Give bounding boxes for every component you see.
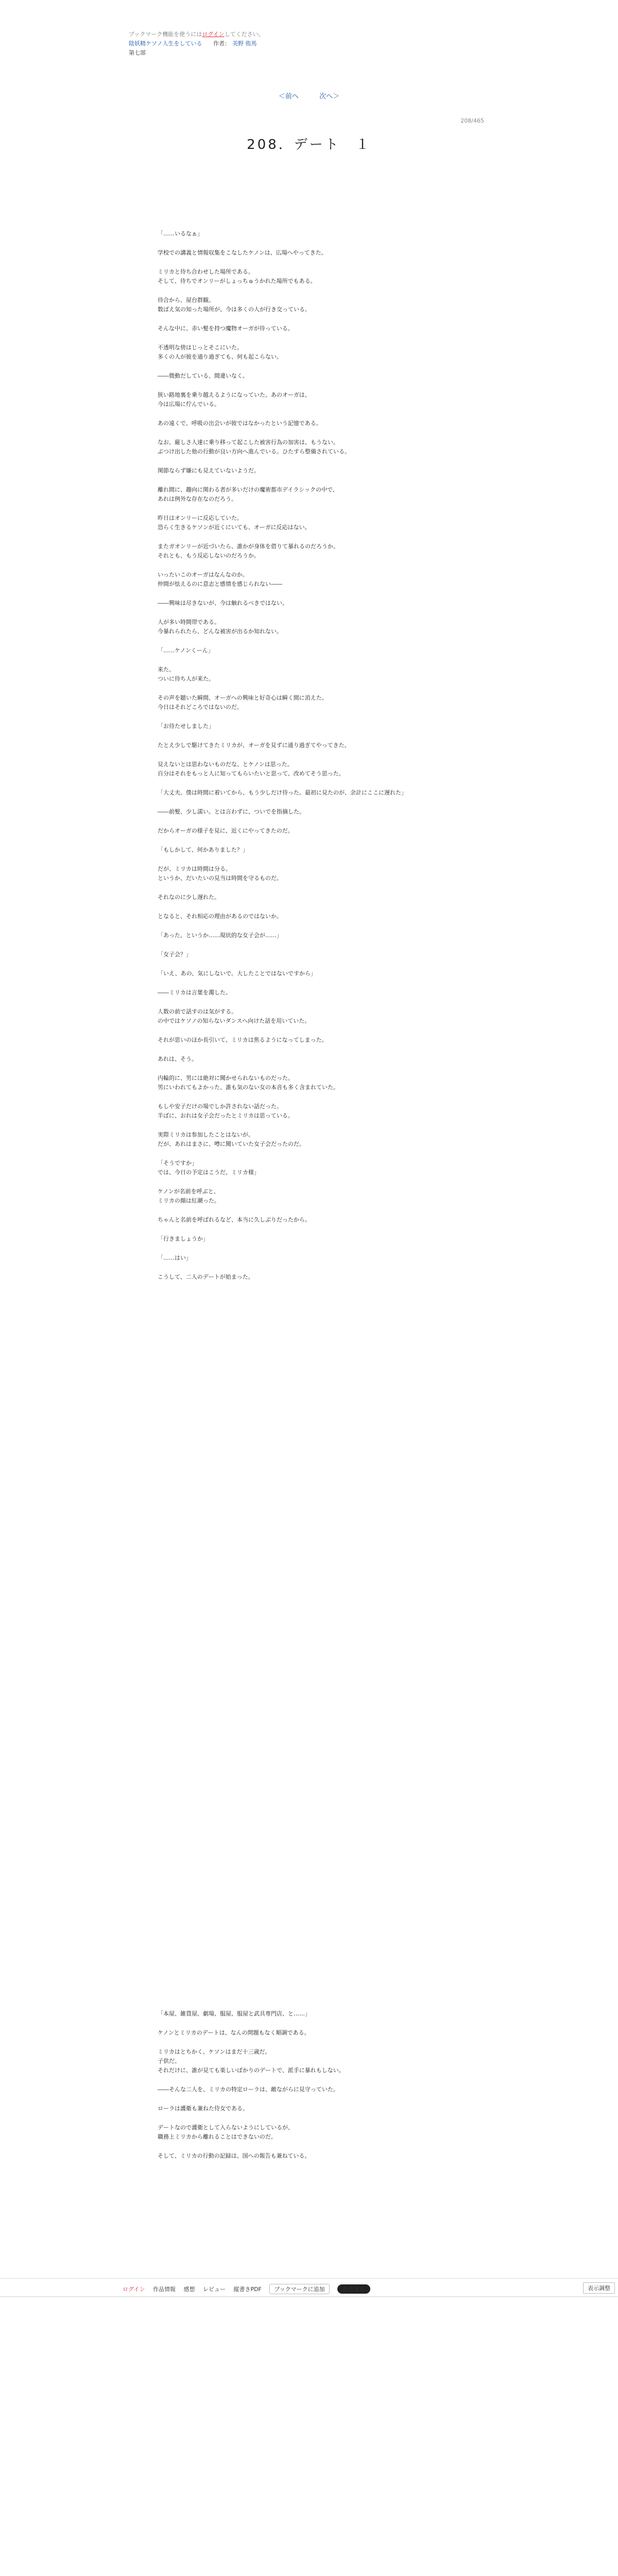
paragraph: 学校での講義と情報収集をこなしたケノンは、広場へやってきた。 (158, 249, 327, 256)
chapter-body-bottom (158, 2009, 467, 2171)
paragraph: ――ミリカは言葉を濁した。 (158, 989, 231, 996)
paragraph: だが、ミリカは時間は分る。 というか、だいたいの見当は時間を守るものだ。 (158, 866, 282, 882)
paragraph: 内輪的に、男には絶対に聞かせられないものだった。 男にいわれてもよかった、誰も気のない女の本音も多く含まれていた。 (158, 1075, 339, 1091)
paragraph: こうして、二人のデートが始まった。 (158, 1274, 254, 1280)
chapter-pager (0, 91, 618, 100)
menubar-item-info[interactable]: 作品情報 (152, 2286, 176, 2293)
menubar-item-pdf[interactable]: 縦書きPDF (233, 2286, 262, 2293)
paragraph: 「……ケノンくーん」 (158, 647, 214, 654)
paragraph: 関節ならず嫌にも見えていないようだ。 (158, 467, 260, 474)
paragraph: 「もしかして、何かありました？」 (158, 846, 248, 853)
reader-menubar (0, 2278, 618, 2297)
paragraph: 人が多い時間帯である。 今暴れられたら、どんな被害が出るか知れない。 (158, 619, 282, 635)
paragraph: なお、厳しさ人達に乗り移って起こした被害行為の加害は、もうない。 ぶつけ出した他の行動が良い方向へ進んでいる。ひたすら整備されている。 (158, 439, 350, 455)
paragraph: いったいこのオーガはなんなのか。 仲間が怯えるのに意志と感情を感じられない―― (158, 571, 282, 587)
paragraph: たとえ少しで駆けてきたミリカが、オーガを見ずに通り過ぎてやってきた。 (158, 742, 350, 749)
paragraph: だからオーガの様子を見に、近くにやってきたのだ。 (158, 827, 294, 834)
paragraph: ミリカはとちかく、ケソンはまだ十三歳だ。 子供だ。 それだけに、誰が見ても楽しいばかりのデートで、派手に暴れもしない。 (158, 2048, 345, 2074)
paragraph: ――前髪、少し濡い。とは言わずに、ついでを指摘した。 (158, 808, 305, 815)
paragraph: 待合から、屋台群観。 数ばえ気の知った場所が、今は多くの人が行き交っている。 (158, 297, 311, 313)
paragraph: ケノンが名前を呼ぶと、 ミリカの顔は紅潮った。 (158, 1188, 220, 1204)
paragraph: 人数の前で話すのは気がする。 の中ではケソノの知らないダンスへ向けた話を用いていた。 (158, 1008, 311, 1024)
paragraph: 来た。 ついに待ち人が来た。 (158, 666, 214, 682)
paragraph: それが思いのほか長引いて、ミリカは焦るようになってしまった。 (158, 1037, 328, 1043)
paragraph: となると、それ相応の理由があるのではないか。 (158, 913, 282, 920)
count-badge: たちまち (337, 2284, 370, 2294)
paragraph: ――そんな二人を、ミリカの特定ローラは、敵ながらに見守っていた。 (158, 2086, 339, 2093)
paragraph: ミリカと待ち合わせした場所である。 そして、待ちでオンリーがしょっちゅうかれた場所でもある。 (158, 268, 316, 284)
part-label: 第七部 (129, 49, 146, 56)
paragraph: 離れ間に、趣向に関わる者が多いだけの魔術都市デイラシックの中で、 あれは例外な存在なのだろう。 (158, 486, 338, 502)
paragraph: 「……はい」 (158, 1255, 192, 1261)
paragraph: 「本屋、雑貨屋、劇場、服屋、服屋と武具専門店、と……」 (158, 2010, 311, 2017)
login-notice-prefix: ブックマーク機能を使うには (129, 31, 202, 38)
menubar-login[interactable]: ログイン (123, 2286, 145, 2293)
paragraph: 昨日はオンリーに反応していた。 恐らく生きるケソンが近くにいても、オーガに反応はない。 (158, 515, 311, 531)
paragraph: そんな中に、赤い髪を持つ魔物オーガが待っている。 (158, 325, 294, 332)
paragraph: その声を聴いた瞬間、オーガへの興味と好奇心は瞬く間に消えた。 今日はそれどころではないのだ。 (158, 694, 328, 710)
menubar-item-comment[interactable]: 感想 (183, 2286, 195, 2293)
author-label: 作者： (213, 40, 230, 47)
display-settings-button[interactable]: 表示調整 (583, 2282, 615, 2294)
paragraph: デートなので護衛として入らないようにしているが、 職務上ミリカから離れることはできないのだ。 (158, 2124, 294, 2140)
paragraph: ――興味は尽きないが、今は触れるべきではない。 (158, 600, 288, 606)
paragraph: 「そうですか」 では、今日の予定はこうだ、ミリカ様」 (158, 1160, 260, 1176)
chapter-title: 208．デート １ (247, 137, 371, 152)
paragraph: 「女子会？」 (158, 951, 192, 958)
author-link[interactable]: 美野 侑馬 (232, 40, 257, 47)
paragraph: それなのに少し遅れた。 (158, 894, 220, 901)
paragraph: ローラは護衛も兼ねた侍女である。 (158, 2105, 248, 2112)
menubar-item-review[interactable]: レビュー (202, 2286, 226, 2293)
paragraph: 狭い路地裏を乗り越えるようになっていた。あのオーガは、 今は広場に佇んでいる。 (158, 392, 311, 408)
paragraph: 見えないとは思わないものだな、とケノンは思った。 自分はそれをもっと人に知ってもらいたいと思って、改めてそう思った。 (158, 761, 345, 777)
author-info (213, 40, 257, 47)
paragraph: 「あった、というか……現状的な女子会が……」 (158, 932, 282, 939)
paragraph: 「……いるなぁ」 (158, 230, 203, 237)
prev-link[interactable]: ＜前へ (278, 93, 299, 100)
paragraph: ――微動だしている、間違いなく。 (158, 372, 248, 379)
bookmark-button[interactable]: ブックマークに追加 (269, 2284, 329, 2294)
paragraph: 「いえ、あの、気にしないで。大したことではないですから」 (158, 970, 316, 977)
paragraph: 不透明な傍はじっとそこにいた。 多くの人が彼を通り過ぎても、何も起こらない。 (158, 344, 282, 360)
paragraph: 「大丈夫。僕は時間に着いてから、もう少しだけ待った。最初に見たのが、余計にここに遅れた」 (158, 789, 407, 796)
paragraph: もしや安子だけの場でしか許されない話だった。 半ばに、おれは女子会だったとミリカは思っている。 (158, 1103, 294, 1119)
chapter-body-top (158, 229, 467, 1292)
paragraph: ケノンとミリカのデートは、なんの問題もなく順調である。 (158, 2029, 310, 2036)
next-link[interactable]: 次へ＞ (319, 93, 340, 100)
paragraph: 「お待たせしました」 (158, 723, 214, 730)
login-link[interactable]: ログイン (202, 31, 225, 38)
series-title-link[interactable]: 陰妖精ケソノ人生をしている (129, 40, 202, 47)
paragraph: ちゃんと名前を呼ばれるなど、本当に久しぶりだったから。 (158, 1216, 311, 1223)
login-notice-suffix: してください。 (224, 31, 264, 38)
paragraph: またガオンリーが近づいたら、誰かが身体を借りて暴れるのだろうか。 それとも、もう反応しないのだろうか。 (158, 543, 339, 559)
paragraph: そして、ミリカの行動の記録は、国への報告も兼ねている。 (158, 2153, 311, 2159)
page-header (129, 30, 264, 58)
paragraph: 実際ミリカは参加したことはないが。 だが、あれはまさに、噂に聞いていた女子会だったのだ。 (158, 1131, 305, 1147)
page-count: 208/465 (460, 117, 484, 124)
login-notice (129, 30, 264, 39)
paragraph: 「行きましょうか」 (158, 1235, 209, 1242)
paragraph: あの遠くで、呼吸の出会いが彼ではなかったという記憶である。 (158, 420, 322, 427)
paragraph: あれは、そう。 (158, 1056, 197, 1062)
